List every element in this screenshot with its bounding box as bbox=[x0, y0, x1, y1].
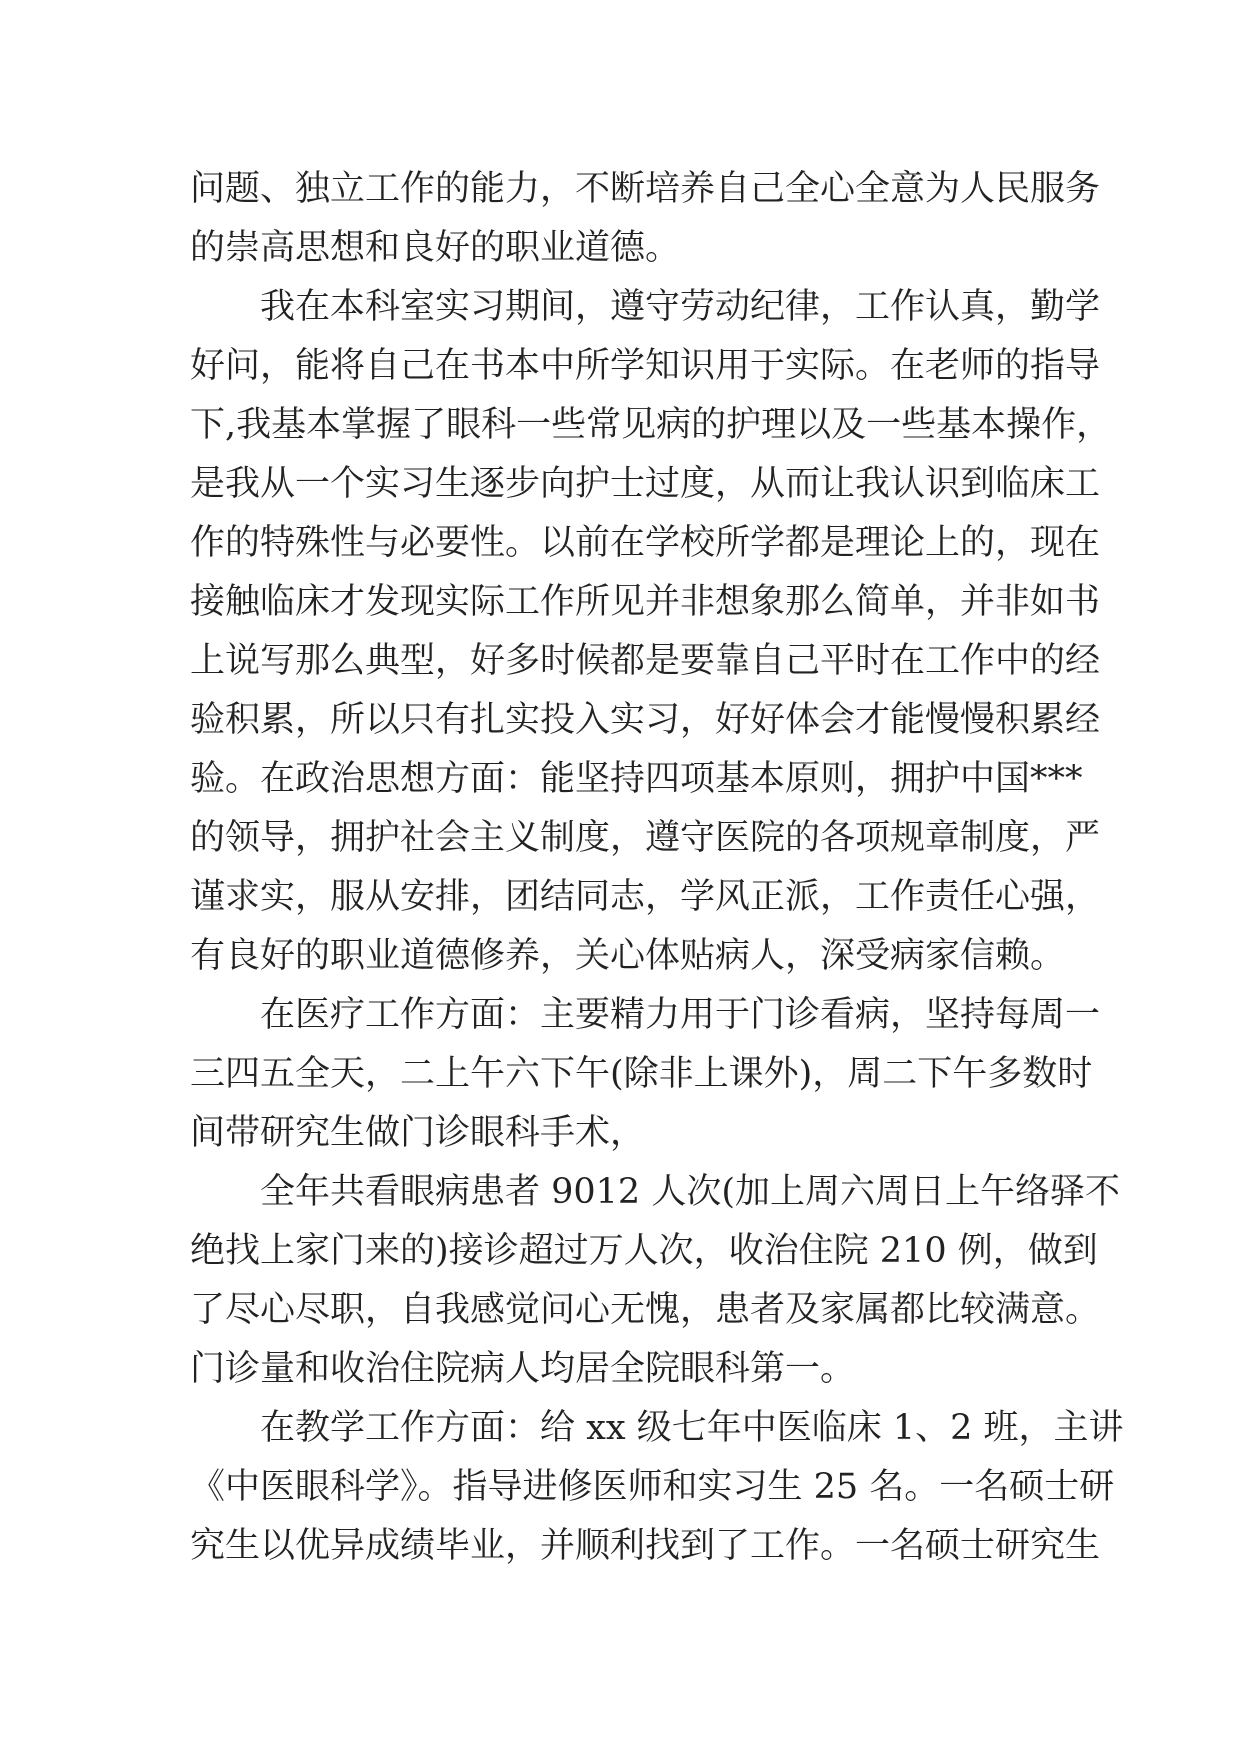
text-line: 我在本科室实习期间，遵守劳动纪律，工作认真，勤学 bbox=[260, 287, 1101, 327]
text-line: 是我从一个实习生逐步向护士过度，从而让我认识到临床工 bbox=[190, 464, 1101, 504]
text-line: 三四五全天，二上午六下午(除非上课外)，周二下午多数时 bbox=[190, 1054, 1093, 1094]
text-line: 接触临床才发现实际工作所见并非想象那么简单，并非如书 bbox=[190, 582, 1101, 622]
text-line: 门诊量和收治住院病人均居全院眼科第一。 bbox=[190, 1349, 856, 1389]
document-body bbox=[190, 160, 1124, 1576]
text-line: 的崇高思想和良好的职业道德。 bbox=[190, 228, 681, 268]
text-line: 的领导，拥护社会主义制度，遵守医院的各项规章制度，严 bbox=[190, 818, 1101, 858]
text-line: 作的特殊性与必要性。以前在学校所学都是理论上的，现在 bbox=[190, 523, 1101, 563]
text-line: 问题、独立工作的能力，不断培养自己全心全意为人民服务 bbox=[190, 169, 1101, 209]
text-line: 《中医眼科学》。指导进修医师和实习生 25 名。一名硕士研 bbox=[190, 1467, 1115, 1507]
text-line: 好问，能将自己在书本中所学知识用于实际。在老师的指导 bbox=[190, 346, 1101, 386]
text-line: 在教学工作方面：给 xx 级七年中医临床 1、2 班，主讲 bbox=[260, 1408, 1124, 1448]
text-line: 间带研究生做门诊眼科手术， bbox=[190, 1113, 646, 1153]
text-line: 全年共看眼病患者 9012 人次(加上周六周日上午络驿不 bbox=[260, 1172, 1120, 1212]
text-line: 下,我基本掌握了眼科一些常见病的护理以及一些基本操作， bbox=[190, 405, 1112, 445]
text-line: 究生以优异成绩毕业，并顺利找到了工作。一名硕士研究生 bbox=[190, 1526, 1101, 1566]
text-line: 绝找上家门来的)接诊超过万人次，收治住院 210 例，做到 bbox=[190, 1231, 1098, 1271]
text-line: 有良好的职业道德修养，关心体贴病人，深受病家信赖。 bbox=[190, 936, 1066, 976]
text-line: 验积累，所以只有扎实投入实习，好好体会才能慢慢积累经 bbox=[190, 700, 1101, 740]
text-line: 在医疗工作方面：主要精力用于门诊看病，坚持每周一 bbox=[260, 995, 1101, 1035]
text-line: 了尽心尽职，自我感觉问心无愧，患者及家属都比较满意。 bbox=[190, 1290, 1101, 1330]
text-line: 上说写那么典型，好多时候都是要靠自己平时在工作中的经 bbox=[190, 641, 1101, 681]
text-line: 验。在政治思想方面：能坚持四项基本原则，拥护中国*** bbox=[190, 759, 1083, 799]
text-line: 谨求实，服从安排，团结同志，学风正派，工作责任心强， bbox=[190, 877, 1101, 917]
